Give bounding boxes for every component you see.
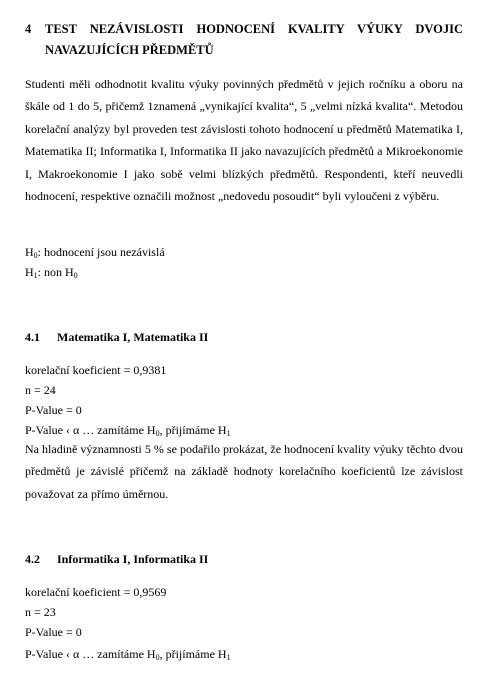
- decision-text-b: , přijímáme H: [159, 647, 227, 661]
- chapter-title: TEST NEZÁVISLOSTI HODNOCENÍ KVALITY VÝUKY DVOJIC NAVAZUJÍCÍCH PŘEDMĚTŮ: [45, 22, 463, 57]
- conclusion-paragraph: Na hladině významnosti 5 % se podařilo prokázat, že hodnocení kvality výuky těchto dvou předmětů je závislé přičemž na základě hodnoty korelačního koeficientů lze závislost považovat za přímo úměrnou.: [25, 442, 463, 501]
- alternative-hypothesis: [25, 262, 463, 282]
- chapter-number: 4: [25, 22, 32, 36]
- p-value: P-Value = 0: [25, 403, 82, 417]
- h0-text: : hodnocení jsou nezávislá: [37, 245, 165, 259]
- section-heading: [25, 551, 463, 567]
- chapter-heading: [25, 19, 463, 61]
- h1-tail-subscript: 0: [73, 271, 78, 280]
- h1-text: : non H: [37, 265, 74, 279]
- decision-text-a: P-Value ‹ α … zamítáme H: [25, 647, 156, 661]
- section-title: Informatika I, Informatika II: [57, 552, 209, 566]
- h1-symbol: H: [25, 265, 34, 279]
- correlation-coefficient: korelační koeficient = 0,9381: [25, 363, 167, 377]
- sample-size: n = 24: [25, 383, 56, 397]
- null-hypothesis: [25, 242, 463, 262]
- decision-subscript-b: 1: [226, 653, 231, 662]
- decision-text-b: , přijímáme H: [159, 423, 227, 437]
- intro-paragraph: Studenti měli odhodnotit kvalitu výuky povinných předmětů v jejich ročníku a oboru na škále od 1 do 5, přičemž 1znamená „vynikající kvalita“, 5 „velmi nízká kvalita“. Metodou korelační analýzy byl proveden test závislosti tohoto hodnocení u předmětů Matematika I, Matematika II; Informatika I, Informatika II jako navazujících předmětů a Mikroekonomie I, Makroekonomie I jako sobě velmi blízkých předmětů. Respondenti, kteří neuvedli hodnocení, respektive označili možnost „nedovedu posoudit“ byli vyloučeni z výběru.: [25, 77, 463, 204]
- decision-subscript-a: 0: [155, 429, 160, 438]
- p-value: P-Value = 0: [25, 625, 82, 639]
- section-heading: [25, 329, 463, 345]
- sample-size: n = 23: [25, 605, 56, 619]
- h0-subscript: 0: [33, 251, 38, 260]
- correlation-coefficient: korelační koeficient = 0,9569: [25, 585, 167, 599]
- section-number: 4.2: [25, 552, 40, 566]
- h0-symbol: H: [25, 245, 34, 259]
- decision-subscript-a: 0: [155, 653, 160, 662]
- decision-line: [25, 420, 463, 440]
- decision-line: [25, 644, 463, 664]
- section-number: 4.1: [25, 330, 40, 344]
- h1-subscript: 1: [33, 271, 38, 280]
- decision-subscript-b: 1: [226, 429, 231, 438]
- decision-text-a: P-Value ‹ α … zamítáme H: [25, 423, 156, 437]
- section-title: Matematika I, Matematika II: [57, 330, 209, 344]
